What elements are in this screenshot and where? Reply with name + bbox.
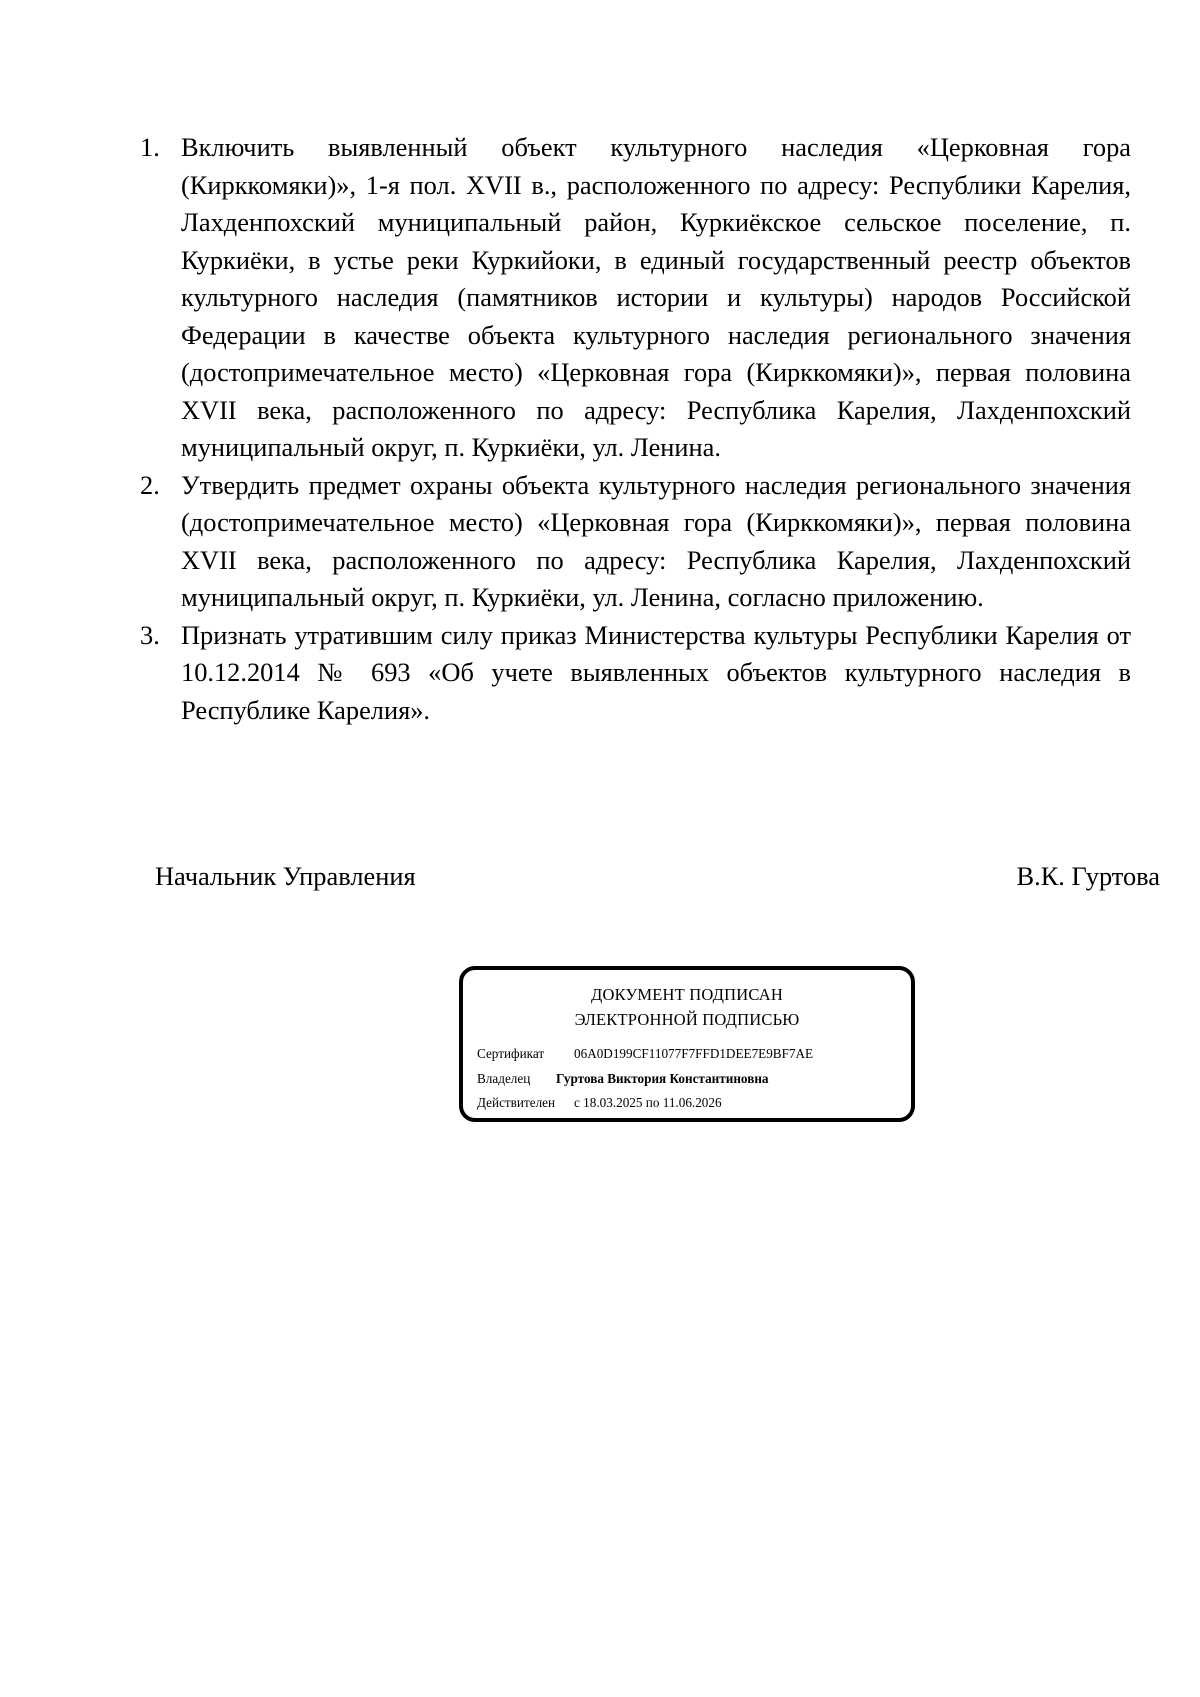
list-item-text: Признать утратившим силу приказ Министерства культуры Республики Карелия от 10.12.2014 № 693 «Об учете выявленных объектов культурного наследия в Республике Карелия». [181, 619, 1131, 725]
list-item-number: 2. [140, 469, 160, 500]
numbered-list [140, 129, 1131, 729]
list-item [140, 467, 1131, 617]
list-item-number: 1. [140, 132, 160, 162]
signer-name: В.К. Гуртова [1016, 861, 1160, 891]
stamp-owner-row [477, 1070, 769, 1088]
list-item-number: 3. [140, 619, 160, 650]
list-item [140, 129, 1131, 467]
certificate-label: Сертификат [477, 1046, 545, 1061]
stamp-certificate-row [477, 1045, 813, 1063]
signer-title: Начальник Управления [155, 861, 416, 891]
owner-value: Гуртова Виктория Константиновна [556, 1071, 769, 1086]
electronic-signature-stamp [459, 966, 915, 1122]
validity-value: с 18.03.2025 по 11.06.2026 [574, 1095, 722, 1110]
owner-label: Владелец [477, 1071, 531, 1086]
list-item [140, 617, 1131, 730]
list-item-text: Включить выявленный объект культурного наследия «Церковная гора (Кирккомяки)», 1-я пол. XVII в., расположенного по адресу: Республики Карелия, Лахденпохский муниципальный район, Куркиёкское сельское поселение, п. Куркиёки, в устье реки Куркийоки, в единый государственный реестр объектов культурного наследия (памятников истории и культуры) народов Российской Федерации в качестве объекта культурного наследия регионального значения (достопримечательное место) «Церковная гора (Кирккомяки)», первая половина XVII века, расположенного по адресу: Республика Карелия, Лахденпохский муниципальный округ, п. Куркиёки, ул. Ленина. [181, 132, 1131, 462]
certificate-value: 06A0D199CF11077F7FFD1DEE7E9BF7AE [574, 1046, 814, 1061]
validity-label: Действителен [477, 1095, 556, 1110]
stamp-title-line: ДОКУМЕНТ ПОДПИСАН [591, 985, 783, 1004]
stamp-title [463, 982, 911, 1032]
stamp-title-line: ЭЛЕКТРОННОЙ ПОДПИСЬЮ [574, 1010, 800, 1029]
list-item-text: Утвердить предмет охраны объекта культурного наследия регионального значения (достопримечательное место) «Церковная гора (Кирккомяки)», первая половина XVII века, расположенного по адресу: Республика Карелия, Лахденпохский муниципальный округ, п. Куркиёки, ул. Ленина, согласно приложению. [181, 469, 1131, 612]
stamp-validity-row [477, 1094, 722, 1112]
